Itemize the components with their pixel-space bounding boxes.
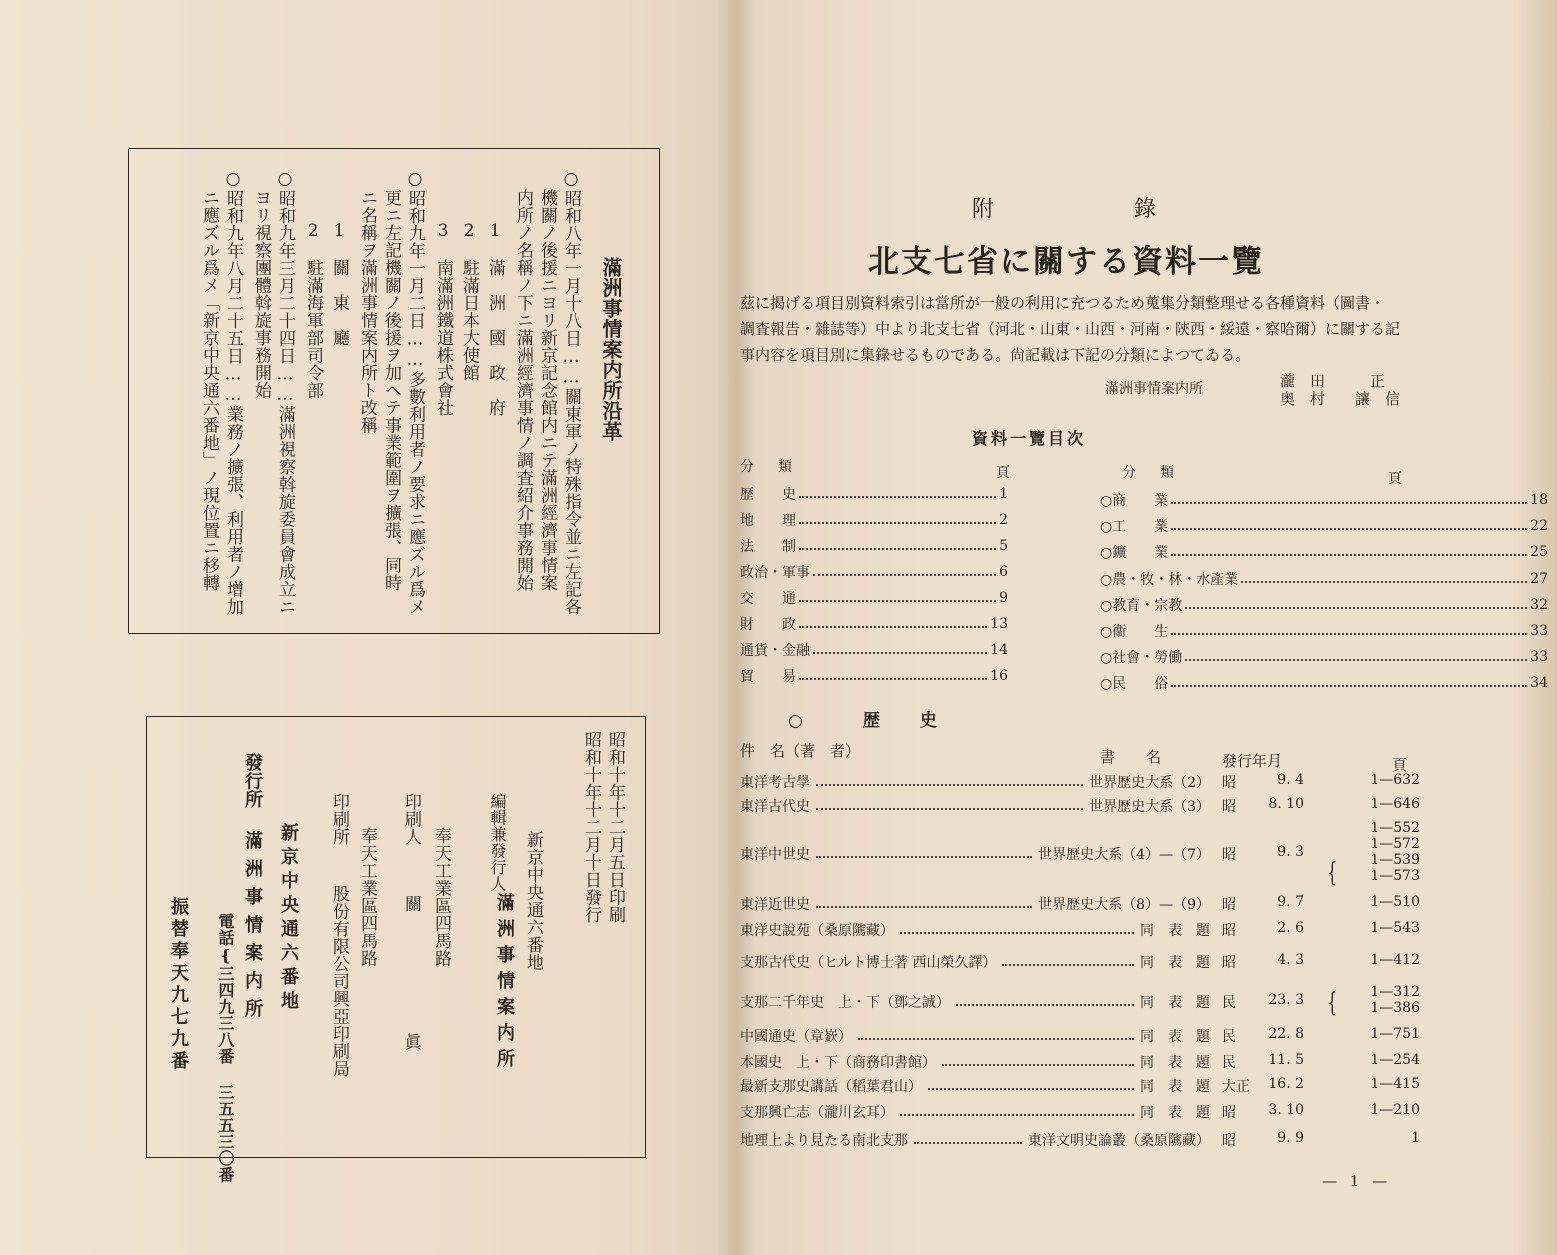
toc-title: 資料一覽目次 xyxy=(972,429,1087,448)
book-leader xyxy=(956,1004,1134,1006)
book-row xyxy=(740,1130,1430,1150)
history-box xyxy=(128,148,660,634)
toc-leader xyxy=(813,574,996,576)
book-leader xyxy=(928,1088,1134,1090)
book-era: 昭 xyxy=(1222,1105,1236,1121)
toc-leader xyxy=(799,496,996,498)
book-date: 23. 3 xyxy=(1268,992,1304,1008)
page-title: 北支七省に關する資料一覽 xyxy=(868,244,1264,280)
book-date: 8. 10 xyxy=(1268,796,1304,812)
book-pages: 1—552 xyxy=(1370,820,1420,836)
brace-glyph: { xyxy=(1327,858,1338,888)
toc-leader xyxy=(799,522,996,524)
toc-header-category: 分類 xyxy=(1122,465,1198,481)
history-line: 更ニ左記機關ノ後援ヲ加ヘテ事業範圍ヲ擴張、同時 xyxy=(381,189,401,592)
toc-leader xyxy=(799,600,996,602)
book-leader xyxy=(816,856,1032,858)
book-subject: 中國通史（章嶔） xyxy=(740,1029,852,1045)
toc-page: 18 xyxy=(1530,492,1548,508)
book-era: 昭 xyxy=(1222,897,1236,913)
toc-leader xyxy=(1171,685,1527,687)
toc-label: ○教育・宗教 xyxy=(1100,597,1183,614)
toc-page: 32 xyxy=(1530,596,1548,613)
book-era: 昭 xyxy=(1222,799,1236,815)
book-era: 昭 xyxy=(1222,923,1236,939)
book-era: 昭 xyxy=(1222,847,1236,863)
toc-label: 財 政 xyxy=(740,617,796,633)
history-line: ニ名稱ヲ滿洲事情案内所ト改稱 xyxy=(357,189,377,434)
editor-name: 滿洲事情案内所 xyxy=(494,893,515,1075)
history-line: ○昭和九年一月二日……多數利用者ノ要求ニ應ズル爲メ xyxy=(405,169,425,616)
book-date: 9. 3 xyxy=(1277,844,1304,860)
printed-date: 昭和十年十二月五日印刷 xyxy=(605,731,625,924)
press-address: 奉天工業區四馬路 xyxy=(357,827,377,967)
colophon-box xyxy=(146,716,646,1183)
book-pages: 1—386 xyxy=(1370,1000,1420,1016)
book-leader xyxy=(858,1038,1134,1040)
toc-label: ○民 俗 xyxy=(1100,676,1169,693)
book-title: 同 表 題 xyxy=(1140,923,1210,939)
history-line: 3 南滿洲鐵道株式會社 xyxy=(433,221,453,417)
toc-leader xyxy=(1185,659,1527,661)
book-pages: 1—646 xyxy=(1370,796,1420,812)
toc-page: 22 xyxy=(1530,518,1548,535)
col-header-date: 發行年月 xyxy=(1222,752,1283,770)
toc-row xyxy=(1100,645,1548,669)
book-pages: 1—312 xyxy=(1370,984,1420,1000)
book-title: 同 表 題 xyxy=(1140,1105,1210,1121)
col-header-book: 書 名 xyxy=(1100,748,1170,766)
toc-label: 政治・軍事 xyxy=(740,565,810,581)
book-title: 世界歴史大系（8）—（9） xyxy=(1038,897,1210,913)
toc-page: 14 xyxy=(990,642,1008,658)
toc-row xyxy=(1100,488,1548,512)
toc-leader xyxy=(799,548,996,550)
printer-address: 奉天工業區四馬路 xyxy=(431,827,451,967)
brace-glyph: { xyxy=(1327,988,1338,1018)
book-pages: 1—751 xyxy=(1370,1026,1420,1042)
book-subject: 支那興亡志（瀧川玄耳） xyxy=(740,1105,894,1121)
toc-label: 通貨・金融 xyxy=(740,643,810,659)
book-date: 11. 5 xyxy=(1268,1052,1304,1068)
transfer-account: 振替奉天九七九番 xyxy=(168,897,189,1073)
book-subject: 東洋史說苑（桑原隲藏） xyxy=(740,923,894,939)
book-row xyxy=(740,920,1430,940)
book-title: 東洋文明史論叢（桑原隲藏） xyxy=(1028,1133,1210,1149)
toc-header-page: 頁 xyxy=(996,465,1034,481)
book-leader xyxy=(1002,964,1134,966)
book-subject: 地理上より見たる南北支那 xyxy=(740,1133,908,1149)
editor-label: 編輯兼發行人 xyxy=(488,793,507,892)
book-subject: 支那二千年史 上・下（鄧之誠） xyxy=(740,995,950,1011)
history-line: ヨリ視察團體斡旋事務開始 xyxy=(251,189,271,399)
toc-row xyxy=(740,638,1008,662)
book-pages: 1—573 xyxy=(1370,868,1420,884)
section-mark: ○ xyxy=(788,711,803,731)
issued-date: 昭和十年十二月十日發行 xyxy=(581,731,601,924)
book-title: 同 表 題 xyxy=(1140,1079,1210,1095)
toc-page: 33 xyxy=(1530,623,1548,639)
toc-row xyxy=(740,482,1008,506)
book-leader xyxy=(900,932,1134,934)
toc-header-page: 頁 xyxy=(1388,471,1426,487)
toc-row xyxy=(740,586,1008,610)
history-line: ○昭和九年八月二十五日……業務ノ擴張、利用者ノ增加 xyxy=(223,169,243,616)
toc-leader xyxy=(1171,633,1527,635)
toc-row xyxy=(1100,514,1548,538)
book-row xyxy=(740,984,1430,1018)
book-date: 16. 2 xyxy=(1268,1076,1304,1092)
history-line: 1 關 東 廳 xyxy=(329,221,349,347)
book-title: 世界歴史大系（4）—（7） xyxy=(1038,847,1210,863)
toc-label: 法 制 xyxy=(740,539,796,555)
book-subject: 最新支那史講話（稻葉君山） xyxy=(740,1079,922,1095)
toc-row xyxy=(1100,619,1548,643)
history-line: 機關ノ後援ニヨリ新京記念館内ニテ滿洲經濟事情案 xyxy=(537,189,557,592)
book-pages: 1—210 xyxy=(1370,1102,1420,1118)
page-number: — 1 — xyxy=(1322,1172,1392,1190)
printer-name: 關 眞 xyxy=(401,895,421,1056)
press-label: 印刷所 xyxy=(329,793,349,846)
toc-page: 6 xyxy=(999,564,1008,580)
book-title: 同 表 題 xyxy=(1140,995,1210,1011)
toc-row xyxy=(740,508,1008,532)
toc-label: 交 通 xyxy=(740,591,796,607)
book-pages: 1—539 xyxy=(1370,852,1420,868)
book-title: 同 表 題 xyxy=(1140,955,1210,971)
book-subject: 東洋近世史 xyxy=(740,897,810,913)
printer-label: 印刷人 xyxy=(401,793,421,846)
history-line: ○昭和九年三月二十四日……滿洲視察斡旋委員會成立ニ xyxy=(275,169,295,616)
signature-org: 滿洲事情案内所 xyxy=(1105,381,1203,397)
intro-paragraph xyxy=(740,290,1540,368)
book-row xyxy=(740,1076,1430,1096)
toc-label: 地 理 xyxy=(740,513,796,529)
history-line: 2 駐滿海軍部司令部 xyxy=(303,221,323,399)
col-header-page: 頁 xyxy=(1392,756,1408,774)
book-era: 民 xyxy=(1222,1029,1236,1045)
toc-page: 33 xyxy=(1530,649,1548,666)
book-leader xyxy=(816,808,1083,810)
toc-page: 2 xyxy=(999,512,1008,528)
book-title: 世界歴史大系（2） xyxy=(1089,775,1210,791)
toc-leader xyxy=(813,652,987,654)
toc-label: 貿 易 xyxy=(740,669,796,685)
toc-leader xyxy=(799,626,987,628)
toc-row xyxy=(1100,671,1548,695)
book-pages: 1—572 xyxy=(1370,836,1420,852)
toc-page: 16 xyxy=(990,668,1008,684)
toc-row xyxy=(1100,567,1548,591)
book-row xyxy=(740,952,1430,972)
toc-row xyxy=(1100,540,1548,564)
toc-label: ○農・牧・林・水產業 xyxy=(1100,571,1239,588)
toc-label: ○商 業 xyxy=(1100,493,1169,509)
book-subject: 東洋考古學 xyxy=(740,775,810,791)
toc-label: ○工 業 xyxy=(1100,519,1169,536)
appendix-label: 附錄 xyxy=(972,197,1297,222)
history-line: 1 滿 洲 國 政 府 xyxy=(485,221,505,417)
book-pages: 1—510 xyxy=(1370,894,1420,910)
book-subject: 東洋古代史 xyxy=(740,799,810,815)
book-row xyxy=(740,772,1430,792)
section-name: 歴史 xyxy=(862,711,977,731)
toc-row xyxy=(1100,593,1548,617)
right-page xyxy=(740,0,1557,1255)
toc-row xyxy=(740,664,1008,688)
toc-page: 9 xyxy=(999,590,1008,606)
book-subject: 支那古代史（ヒルト博士著 西山榮久譯） xyxy=(740,955,997,971)
toc-row xyxy=(740,534,1008,558)
history-title: 滿洲事情案内所沿革 xyxy=(599,257,623,442)
toc-header-category: 分類 xyxy=(740,459,816,475)
book-row xyxy=(740,1102,1430,1122)
toc-leader xyxy=(1171,502,1527,504)
toc-row xyxy=(740,612,1008,636)
history-line: ニ應ズル爲メ「新京中央通六番地」ノ現位置ニ移轉 xyxy=(199,189,219,592)
toc-label: 歴 史 xyxy=(740,487,796,503)
book-leader xyxy=(942,1064,1134,1066)
book-date: 4. 3 xyxy=(1277,952,1304,968)
book-date: 9. 7 xyxy=(1277,894,1304,910)
book-date: 3. 10 xyxy=(1268,1102,1304,1118)
book-date: 9. 9 xyxy=(1277,1130,1304,1146)
toc-label: ○衞 生 xyxy=(1100,624,1169,640)
book-era: 昭 xyxy=(1222,1133,1236,1149)
book-leader xyxy=(914,1142,1022,1144)
book-leader xyxy=(900,1114,1134,1116)
toc-leader xyxy=(1241,581,1527,583)
book-title: 同 表 題 xyxy=(1140,1029,1210,1045)
col-header-name: 件 名（著 者） xyxy=(740,742,861,760)
toc-page: 5 xyxy=(999,538,1008,554)
book-era: 昭 xyxy=(1222,775,1236,791)
publisher-name: 滿洲事情案内所 xyxy=(242,831,263,1027)
history-line: ○昭和八年一月十八日……關東軍ノ特殊指令並ニ左記各 xyxy=(561,169,581,616)
toc-label: ○鑛 業 xyxy=(1100,545,1169,562)
section-title xyxy=(788,706,977,731)
book-title: 世界歴史大系（3） xyxy=(1089,799,1210,815)
toc-leader xyxy=(1171,528,1527,530)
book-era: 昭 xyxy=(1222,955,1236,971)
signature-names xyxy=(1280,372,1400,408)
book-era: 民 xyxy=(1222,995,1236,1011)
toc-leader xyxy=(799,678,987,680)
toc-label: ○社會・勞働 xyxy=(1100,650,1183,667)
book-date: 2. 6 xyxy=(1277,920,1304,936)
book-pages: 1—543 xyxy=(1370,920,1420,936)
editor-address: 新京中央通六番地 xyxy=(523,831,543,971)
book-row xyxy=(740,1026,1430,1046)
book-date: 9. 4 xyxy=(1277,772,1304,788)
book-pages: 1—415 xyxy=(1370,1076,1420,1092)
publisher-label: 發行所 xyxy=(242,753,263,809)
book-leader xyxy=(816,784,1083,786)
toc-page: 1 xyxy=(999,486,1008,502)
intro-line: 調査報告・雜誌等）中より北支七省（河北・山東・山西・河南・陝西・綏遠・察哈爾）に關する記 xyxy=(740,320,1401,338)
intro-line: 事内容を項目別に集錄せるものである。尙記載は下記の分類によつてゐる。 xyxy=(740,346,1251,364)
book-pages: 1—632 xyxy=(1370,772,1420,788)
book-row xyxy=(740,894,1430,914)
history-line: 内所ノ名稱ノ下ニ滿洲經濟事情ノ調査紹介事務開始 xyxy=(513,189,533,592)
book-row xyxy=(740,796,1430,816)
toc-leader xyxy=(1171,554,1527,556)
signature-name: 奥 村 讓 信 xyxy=(1280,390,1401,408)
toc-page: 25 xyxy=(1530,544,1548,561)
press-name: 股份有限公司興亞印刷局 xyxy=(329,885,349,1078)
book-pages: 1—254 xyxy=(1370,1052,1420,1068)
book-date: 22. 8 xyxy=(1268,1026,1304,1042)
book-row xyxy=(740,820,1430,888)
book-row xyxy=(740,1052,1430,1072)
publisher-address: 新京中央通六番地 xyxy=(278,823,299,1015)
history-line: 2 駐滿日本大使館 xyxy=(459,221,479,382)
signature-name: 瀧 田 正 xyxy=(1280,372,1386,390)
book-pages: 1 xyxy=(1411,1130,1420,1146)
toc-page: 34 xyxy=(1530,675,1548,692)
book-subject: 東洋中世史 xyxy=(740,847,810,863)
book-era: 民 xyxy=(1222,1055,1236,1071)
book-subject: 本國史 上・下（商務印書館） xyxy=(740,1055,936,1071)
phone-number: 電話{三四九三八番 三五五三〇番 xyxy=(216,913,235,1183)
left-page xyxy=(0,0,735,1255)
book-era: 大正 xyxy=(1222,1079,1250,1095)
toc-page: 13 xyxy=(990,616,1008,632)
toc-leader xyxy=(1185,607,1527,609)
book-leader xyxy=(816,906,1032,908)
book-pages: 1—412 xyxy=(1370,952,1420,968)
toc-row xyxy=(740,560,1008,584)
book-title: 同 表 題 xyxy=(1140,1055,1210,1071)
intro-line: 茲に揭げる項目別資料索引は當所が一般の利用に充つるため蒐集分類整理せる各種資料（圖書・ xyxy=(740,294,1386,312)
toc-page: 27 xyxy=(1530,570,1548,587)
